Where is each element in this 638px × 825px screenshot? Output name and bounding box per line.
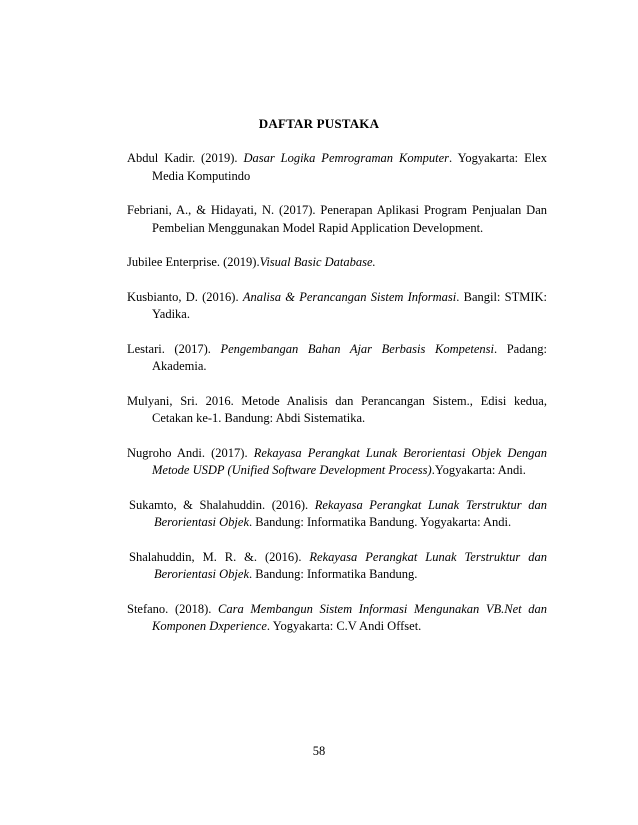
reference-item — [129, 549, 547, 584]
reference-text: Febriani, A., & Hidayati, N. (2017). Penerapan Aplikasi Program Penjualan Dan Pembelian Menggunakan Model Rapid Application Development. — [127, 203, 547, 235]
reference-text: Kusbianto, D. (2016). — [127, 289, 243, 304]
reference-text: Stefano. (2018). — [127, 601, 219, 616]
page-title: DAFTAR PUSTAKA — [258, 116, 380, 131]
reference-publisher: . Bandung: Informatika Bandung. Yogyakarta: Andi. — [249, 515, 512, 529]
reference-title: Rekayasa Perangkat Lunak Berorientasi Objek Dengan Metode USDP (Unified Software Development Process) — [152, 445, 547, 477]
reference-text: Abdul Kadir. (2019). — [127, 151, 244, 165]
reference-text: Shalahuddin, M. R. &. (2016). — [129, 549, 310, 564]
reference-list — [127, 150, 547, 653]
reference-item — [127, 289, 547, 324]
reference-item — [127, 601, 547, 636]
reference-title: Dasar Logika Pemrograman Komputer — [243, 151, 449, 165]
reference-item — [129, 497, 547, 532]
page-number: 58 — [312, 744, 326, 758]
reference-item — [127, 202, 547, 237]
reference-item — [127, 150, 547, 185]
reference-item — [127, 341, 547, 376]
reference-text: Mulyani, Sri. 2016. Metode Analisis dan Perancangan Sistem., Edisi kedua, Cetakan ke-1. Bandung: Abdi Sistematika. — [127, 393, 547, 425]
reference-publisher: .Yogyakarta: Andi. — [431, 463, 526, 477]
reference-text: Lestari. (2017). — [127, 341, 221, 356]
reference-title: Visual Basic Database. — [259, 255, 376, 269]
reference-item — [127, 445, 547, 480]
reference-title: Rekayasa Perangkat Lunak Terstruktur dan Berorientasi Objek — [154, 549, 547, 581]
reference-item — [127, 254, 547, 272]
reference-publisher: . Yogyakarta: C.V Andi Offset. — [266, 619, 422, 633]
reference-title: Pengembangan Bahan Ajar Berbasis Kompetensi — [220, 341, 494, 356]
reference-title: Cara Membangun Sistem Informasi Mengunakan VB.Net dan Komponen Dxperience — [152, 601, 548, 633]
reference-title: Analisa & Perancangan Sistem Informasi — [242, 289, 457, 304]
reference-publisher: . Bandung: Informatika Bandung. — [249, 567, 418, 581]
reference-publisher: . Yogyakarta: Elex Media Komputindo — [152, 151, 547, 183]
reference-item — [127, 393, 547, 428]
reference-text: Jubilee Enterprise. (2019). — [127, 255, 260, 269]
reference-title: Rekayasa Perangkat Lunak Terstruktur dan Berorientasi Objek — [154, 497, 547, 529]
reference-text: Nugroho Andi. (2017). — [127, 445, 254, 460]
reference-publisher: . Bangil: STMIK: Yadika. — [152, 289, 548, 321]
reference-text: Sukamto, & Shalahuddin. (2016). — [129, 497, 315, 512]
reference-publisher: . Padang: Akademia. — [152, 341, 547, 373]
